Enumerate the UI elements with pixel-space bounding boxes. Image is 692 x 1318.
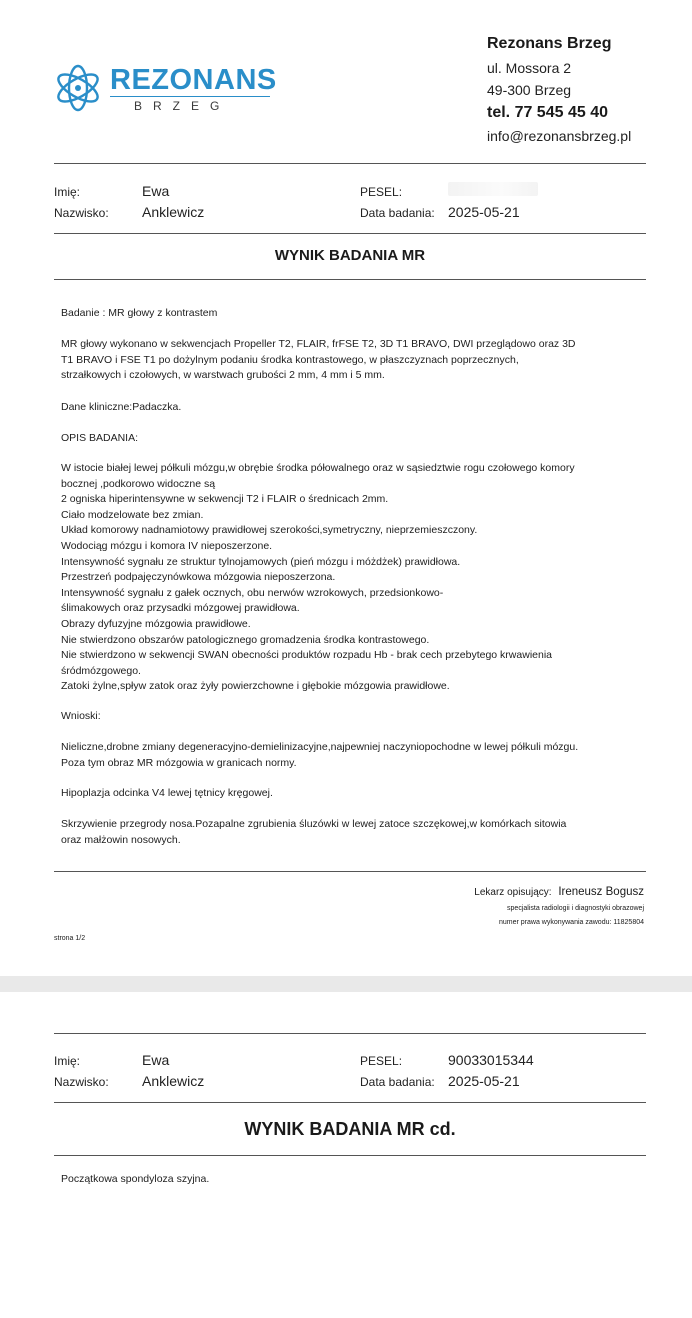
divider [54, 871, 646, 872]
last-name-value: Anklewicz [142, 1073, 205, 1089]
doctor-license: numer prawa wykonywania zawodu: 11825804 [498, 919, 644, 926]
atom-logo-icon [52, 62, 104, 114]
exam-date-label: Data badania: [360, 1075, 435, 1089]
report-paragraph: Nieliczne,drobne zmiany degeneracyjno-demielinizacyjne,najpewniej naczyniopochodne w lewej półkuli mózgu. Poza tym obraz MR mózgowia w granicach normy. [61, 741, 579, 769]
exam-date-value: 2025-05-21 [448, 1073, 520, 1089]
doctor-specialty: specjalista radiologii i diagnostyki obrazowej [507, 905, 644, 912]
divider [54, 1033, 646, 1034]
first-name-label: Imię: [54, 1054, 81, 1068]
report-title: WYNIK BADANIA MR cd. [244, 1119, 456, 1139]
report-paragraph: W istocie białej lewej półkuli mózgu,w obrębie środka półowalnego oraz w sąsiedztwie rogu czołowego komory bocznej ,podkorowo widoczne są 2 ogniska hiperintensywne w sekwencji T2 i FLAIR o średnicach 2mm. Ciało modzelowate bez zmian. Układ komorowy nadnamiotowy prawidłowej szerokości,symetryczny, nieprzemieszczony. Wodociąg mózgu i komora IV nieposzerzone. Intensywność sygnału ze struktur tylnojamowych (pień mózgu i móżdżek) prawidłowa. Przestrzeń podpajęczynówkowa mózgowia nieposzerzona. Intensywność sygnału z gałek ocznych, obu nerwów wzrokowych, przedsionkowo- ślimakowych oraz przysadki mózgowej prawidłowa. Obrazy dyfuzyjne mózgowia prawidłowe. Nie stwierdzono obszarów patologicznego gromadzenia środka kontrastowego. Nie stwierdzono w sekwencji SWAN obecności produktów rozpadu Hb - brak cech przebytego krwawienia śródmózgowego. Zatoki żylne,spływ zatok oraz żyły powierzchowne i głębokie mózgowia prawidłowe. [61, 462, 575, 693]
report-paragraph: Skrzywienie przegrody nosa.Pozapalne zgrubienia śluzówki w lewej zatoce szczękowej,w komórkach sitowia oraz małżowin nosowych. [61, 818, 567, 846]
divider [54, 233, 646, 234]
first-name-value: Ewa [142, 183, 170, 199]
logo-divider [110, 96, 270, 97]
report-title: WYNIK BADANIA MR [274, 247, 426, 264]
report-paragraph: Początkowa spondyloza szyjna. [61, 1173, 210, 1185]
exam-date-label: Data badania: [360, 206, 435, 220]
company-city: 49-300 Brzeg [487, 82, 572, 98]
clinic-logo [52, 60, 292, 120]
company-email: info@rezonansbrzeg.pl [487, 128, 632, 144]
last-name-value: Anklewicz [142, 204, 205, 220]
last-name-label: Nazwisko: [54, 1075, 109, 1089]
company-phone: tel. 77 545 45 40 [487, 104, 608, 121]
divider [54, 163, 646, 164]
report-paragraph: Wnioski: [61, 710, 101, 722]
report-paragraph: MR głowy wykonano w sekwencjach Propeller T2, FLAIR, frFSE T2, 3D T1 BRAVO, DWI przeglądowo oraz 3D T1 BRAVO i FSE T1 po dożylnym podaniu środka kontrastowego, w płaszczyznach poprzecznych, strzałkowych i czołowych, w warstwach grubości 2 mm, 4 mm i 5 mm. [61, 338, 576, 382]
report-paragraph: Dane kliniczne:Padaczka. [61, 401, 182, 413]
report-paragraph: Badanie : MR głowy z kontrastem [61, 307, 218, 319]
logo-wordmark: REZONANS [110, 64, 277, 96]
first-name-label: Imię: [54, 185, 81, 199]
company-name: Rezonans Brzeg [487, 35, 612, 52]
doctor-name: Ireneusz Bogusz [558, 886, 644, 898]
first-name-value: Ewa [142, 1052, 170, 1068]
pesel-label: PESEL: [360, 1054, 403, 1068]
pesel-value: 90033015344 [448, 1052, 534, 1068]
exam-date-value: 2025-05-21 [448, 204, 520, 220]
report-paragraph: OPIS BADANIA: [61, 432, 139, 444]
doctor-label: Lekarz opisujący: [474, 887, 552, 898]
divider [54, 1155, 646, 1156]
divider [54, 1102, 646, 1103]
company-street: ul. Mossora 2 [487, 60, 572, 76]
divider [54, 279, 646, 280]
report-page-2 [0, 992, 692, 1318]
page-number: strona 1/2 [54, 935, 86, 942]
logo-subtitle: BRZEG [134, 99, 231, 113]
pesel-label: PESEL: [360, 185, 403, 199]
pesel-redacted [448, 182, 538, 196]
last-name-label: Nazwisko: [54, 206, 109, 220]
doctor-signature [474, 886, 644, 898]
report-paragraph: Hipoplazja odcinka V4 lewej tętnicy kręgowej. [61, 787, 273, 799]
